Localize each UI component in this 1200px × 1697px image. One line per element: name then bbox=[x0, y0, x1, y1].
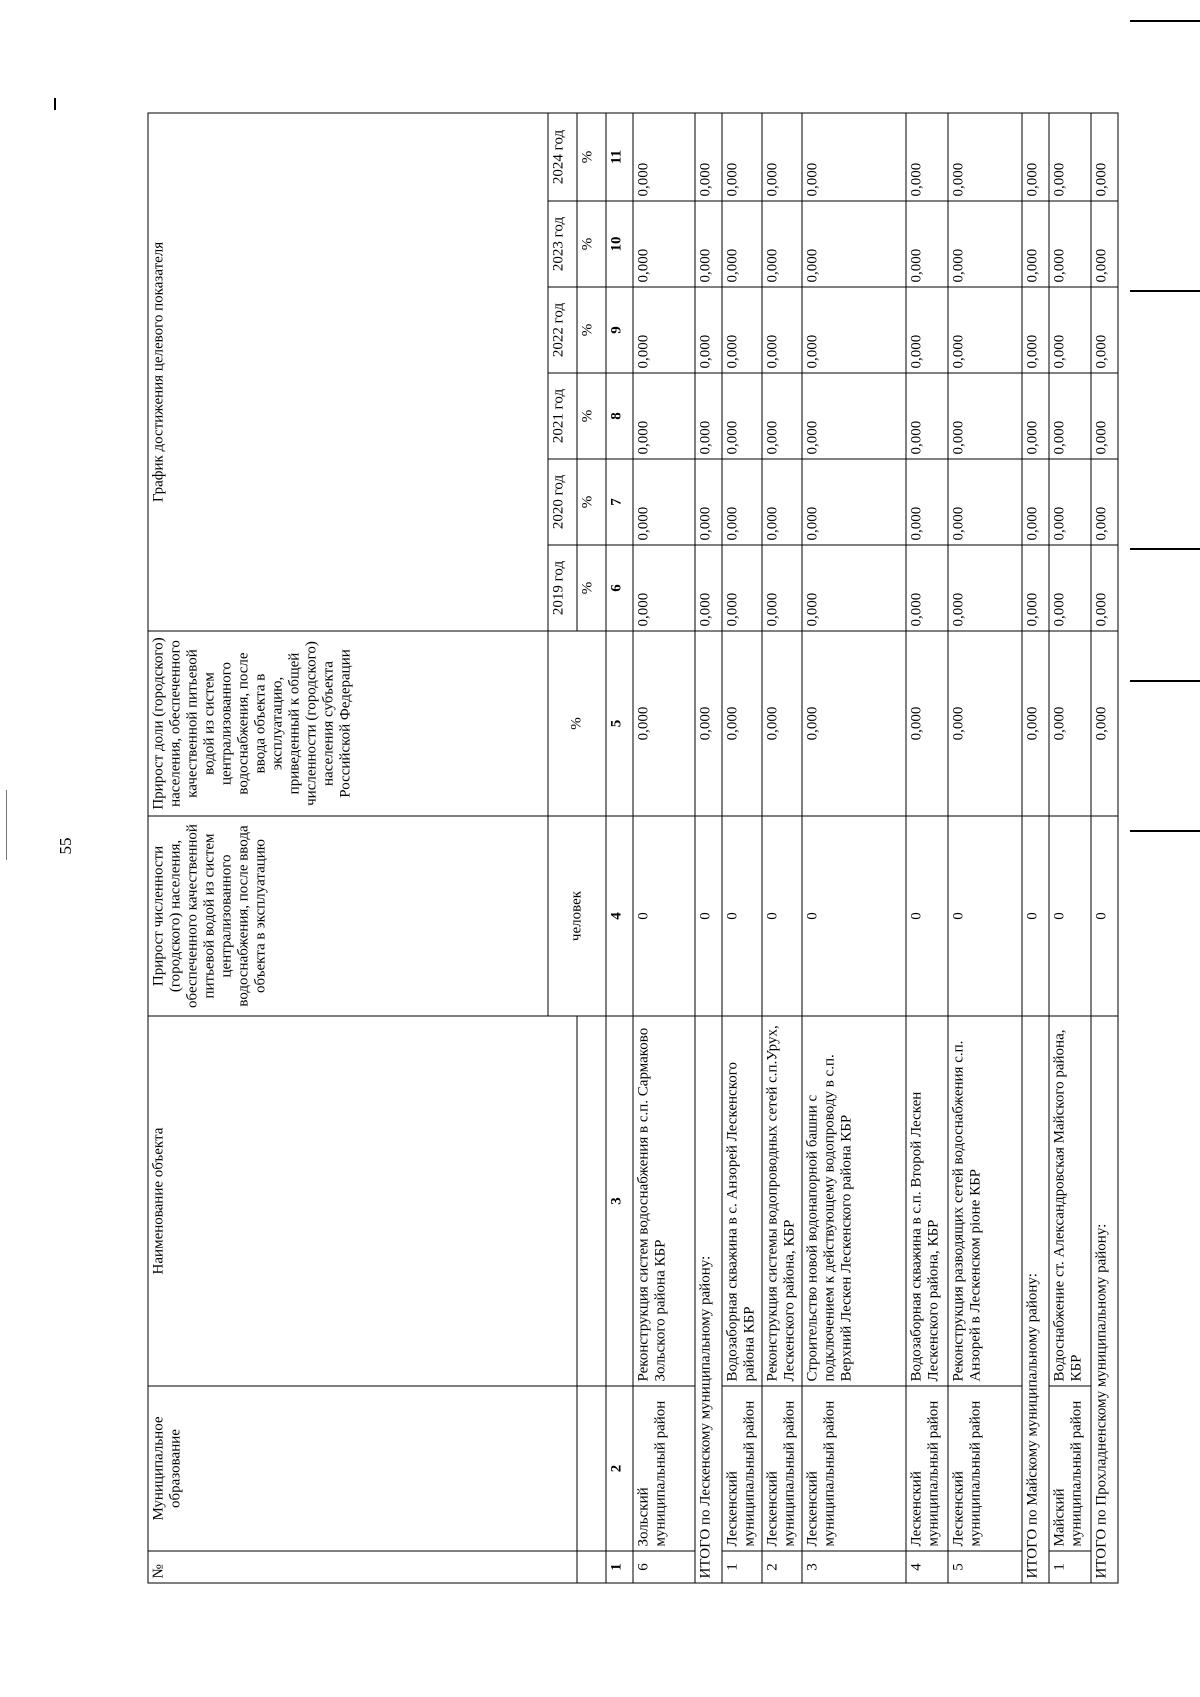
row-2019: 0,000 bbox=[722, 545, 762, 631]
row-municipality: Лескенский муниципальный район bbox=[762, 1386, 802, 1551]
row-object: Водозаборная скважина в с.п. Второй Лескен Лескенского района, КБР bbox=[906, 1016, 948, 1386]
unit-percent-year: % bbox=[577, 201, 606, 287]
total-people: 0 bbox=[1091, 816, 1118, 1016]
row-2021: 0,000 bbox=[1049, 373, 1091, 459]
year-header: 2024 год bbox=[548, 113, 577, 201]
row-object: Строительство новой водонапорной башни с подключением к действующему водопроводу в с.п. Верхний Лескен Лескенского района КБР bbox=[802, 1016, 906, 1386]
total-share: 0,000 bbox=[1022, 631, 1049, 816]
row-share: 0,000 bbox=[762, 631, 802, 816]
header-object: Наименование объекта bbox=[148, 1016, 577, 1386]
column-number: 11 bbox=[606, 113, 633, 201]
column-number: 3 bbox=[606, 1016, 633, 1386]
row-no: 5 bbox=[948, 1551, 1022, 1583]
row-2024: 0,000 bbox=[633, 113, 695, 201]
header-municipality: Муниципальное образование bbox=[148, 1386, 577, 1551]
row-municipality: Лескенский муниципальный район bbox=[906, 1386, 948, 1551]
row-2023: 0,000 bbox=[906, 201, 948, 287]
row-2019: 0,000 bbox=[633, 545, 695, 631]
row-object: Реконструкция системы водопроводных сетей с.п.Урух, Лескенского района, КБР bbox=[762, 1016, 802, 1386]
column-number: 5 bbox=[606, 631, 633, 816]
total-2019: 0,000 bbox=[1091, 545, 1118, 631]
total-label: ИТОГО по Майскому муниципальному району: bbox=[1022, 1016, 1049, 1583]
row-2023: 0,000 bbox=[1049, 201, 1091, 287]
row-2019: 0,000 bbox=[906, 545, 948, 631]
scan-edge-mark bbox=[1130, 20, 1200, 22]
scan-edge-mark bbox=[1130, 548, 1200, 550]
total-2024: 0,000 bbox=[695, 113, 722, 201]
row-share: 0,000 bbox=[948, 631, 1022, 816]
row-share: 0,000 bbox=[633, 631, 695, 816]
total-label: ИТОГО по Прохладненскому муниципальному району: bbox=[1091, 1016, 1118, 1583]
scan-mark bbox=[54, 98, 56, 110]
row-2021: 0,000 bbox=[906, 373, 948, 459]
year-header: 2022 год bbox=[548, 287, 577, 373]
unit-percent: % bbox=[548, 631, 606, 816]
table-row bbox=[802, 113, 906, 1583]
row-2019: 0,000 bbox=[1049, 545, 1091, 631]
total-row bbox=[1091, 113, 1118, 1583]
column-number: 6 bbox=[606, 545, 633, 631]
row-2024: 0,000 bbox=[906, 113, 948, 201]
table-row bbox=[948, 113, 1022, 1583]
header-schedule: График достижения целевого показателя bbox=[148, 113, 548, 631]
row-2021: 0,000 bbox=[948, 373, 1022, 459]
row-people: 0 bbox=[802, 816, 906, 1016]
unit-empty bbox=[577, 1551, 606, 1583]
total-2020: 0,000 bbox=[695, 459, 722, 545]
total-2022: 0,000 bbox=[695, 287, 722, 373]
total-2021: 0,000 bbox=[1091, 373, 1118, 459]
column-number: 10 bbox=[606, 201, 633, 287]
row-2022: 0,000 bbox=[762, 287, 802, 373]
total-2021: 0,000 bbox=[695, 373, 722, 459]
page-number: 55 bbox=[56, 837, 75, 855]
row-no: 6 bbox=[633, 1551, 695, 1583]
row-2023: 0,000 bbox=[722, 201, 762, 287]
year-header: 2019 год bbox=[548, 545, 577, 631]
header-increase-population: Прирост численности (городского) населения, обеспеченного качественной питьевой водой из систем централизованного водоснабжения, после ввода объекта в эксплуатацию bbox=[148, 816, 548, 1016]
unit-empty bbox=[577, 1386, 606, 1551]
rotated-document bbox=[148, 114, 1110, 1584]
table-row bbox=[906, 113, 948, 1583]
target-indicator-table bbox=[148, 112, 1119, 1583]
row-2020: 0,000 bbox=[802, 459, 906, 545]
row-2023: 0,000 bbox=[762, 201, 802, 287]
row-municipality: Зольский муниципальный район bbox=[633, 1386, 695, 1551]
row-2022: 0,000 bbox=[802, 287, 906, 373]
header-increase-share: Прирост доли (городского) населения, обеспеченного качественной питьевой водой из систем централизованного водоснабжения, после ввода объекта в эксплуатацию, приведенный к общей численности (городского) населения субъекта Российской Федерации bbox=[148, 631, 548, 816]
row-2021: 0,000 bbox=[722, 373, 762, 459]
row-2020: 0,000 bbox=[762, 459, 802, 545]
row-no: 4 bbox=[906, 1551, 948, 1583]
row-municipality: Лескенский муниципальный район bbox=[802, 1386, 906, 1551]
row-2022: 0,000 bbox=[1049, 287, 1091, 373]
row-people: 0 bbox=[1049, 816, 1091, 1016]
row-no: 1 bbox=[722, 1551, 762, 1583]
total-2023: 0,000 bbox=[1091, 201, 1118, 287]
unit-percent-year: % bbox=[577, 287, 606, 373]
row-2023: 0,000 bbox=[633, 201, 695, 287]
row-people: 0 bbox=[633, 816, 695, 1016]
unit-people: человек bbox=[548, 816, 606, 1016]
row-municipality: Лескенский муниципальный район bbox=[722, 1386, 762, 1551]
unit-percent-year: % bbox=[577, 113, 606, 201]
row-people: 0 bbox=[762, 816, 802, 1016]
row-2020: 0,000 bbox=[948, 459, 1022, 545]
row-2024: 0,000 bbox=[762, 113, 802, 201]
unit-percent-year: % bbox=[577, 373, 606, 459]
row-municipality: Майский муниципальный район bbox=[1049, 1386, 1091, 1551]
row-people: 0 bbox=[948, 816, 1022, 1016]
unit-percent-year: % bbox=[577, 459, 606, 545]
unit-percent-year: % bbox=[577, 545, 606, 631]
table-row bbox=[633, 113, 695, 1583]
row-2020: 0,000 bbox=[906, 459, 948, 545]
row-2019: 0,000 bbox=[762, 545, 802, 631]
total-people: 0 bbox=[695, 816, 722, 1016]
row-2020: 0,000 bbox=[633, 459, 695, 545]
scan-edge-mark bbox=[1130, 290, 1200, 292]
column-number: 9 bbox=[606, 287, 633, 373]
row-2024: 0,000 bbox=[722, 113, 762, 201]
total-share: 0,000 bbox=[695, 631, 722, 816]
total-2024: 0,000 bbox=[1022, 113, 1049, 201]
row-municipality: Лескенский муниципальный район bbox=[948, 1386, 1022, 1551]
total-2020: 0,000 bbox=[1022, 459, 1049, 545]
column-number: 4 bbox=[606, 816, 633, 1016]
row-2022: 0,000 bbox=[722, 287, 762, 373]
row-2024: 0,000 bbox=[1049, 113, 1091, 201]
column-number: 1 bbox=[606, 1551, 633, 1583]
year-header: 2020 год bbox=[548, 459, 577, 545]
row-object: Реконструкция разводящих сетей водоснабжения с.п. Анзорей в Лескенском ріоне КБР bbox=[948, 1016, 1022, 1386]
row-share: 0,000 bbox=[802, 631, 906, 816]
table-row bbox=[1049, 113, 1091, 1583]
total-people: 0 bbox=[1022, 816, 1049, 1016]
column-number: 8 bbox=[606, 373, 633, 459]
total-label: ИТОГО по Лескенскому муниципальному району: bbox=[695, 1016, 722, 1583]
row-2021: 0,000 bbox=[762, 373, 802, 459]
total-2022: 0,000 bbox=[1091, 287, 1118, 373]
row-2022: 0,000 bbox=[948, 287, 1022, 373]
row-2019: 0,000 bbox=[802, 545, 906, 631]
unit-empty bbox=[577, 1016, 606, 1386]
row-2019: 0,000 bbox=[948, 545, 1022, 631]
scan-edge-mark bbox=[1130, 680, 1200, 682]
row-2021: 0,000 bbox=[802, 373, 906, 459]
row-no: 2 bbox=[762, 1551, 802, 1583]
row-no: 1 bbox=[1049, 1551, 1091, 1583]
row-2024: 0,000 bbox=[802, 113, 906, 201]
row-people: 0 bbox=[906, 816, 948, 1016]
row-2024: 0,000 bbox=[948, 113, 1022, 201]
total-row bbox=[1022, 113, 1049, 1583]
row-2023: 0,000 bbox=[948, 201, 1022, 287]
row-2020: 0,000 bbox=[722, 459, 762, 545]
total-2019: 0,000 bbox=[1022, 545, 1049, 631]
total-2021: 0,000 bbox=[1022, 373, 1049, 459]
total-2024: 0,000 bbox=[1091, 113, 1118, 201]
table-row bbox=[762, 113, 802, 1583]
total-row bbox=[695, 113, 722, 1583]
scan-edge-mark bbox=[1130, 830, 1200, 832]
total-2022: 0,000 bbox=[1022, 287, 1049, 373]
row-people: 0 bbox=[722, 816, 762, 1016]
table-row bbox=[722, 113, 762, 1583]
scan-mark bbox=[6, 790, 7, 860]
row-share: 0,000 bbox=[722, 631, 762, 816]
row-2021: 0,000 bbox=[633, 373, 695, 459]
column-number: 2 bbox=[606, 1386, 633, 1551]
row-2023: 0,000 bbox=[802, 201, 906, 287]
year-header: 2023 год bbox=[548, 201, 577, 287]
row-no: 3 bbox=[802, 1551, 906, 1583]
column-number: 7 bbox=[606, 459, 633, 545]
row-share: 0,000 bbox=[1049, 631, 1091, 816]
total-2019: 0,000 bbox=[695, 545, 722, 631]
row-2022: 0,000 bbox=[633, 287, 695, 373]
row-object: Водозаборная скважина в с. Анзорей Лескенского района КБР bbox=[722, 1016, 762, 1386]
total-share: 0,000 bbox=[1091, 631, 1118, 816]
header-no: № bbox=[148, 1551, 577, 1583]
year-header: 2021 год bbox=[548, 373, 577, 459]
row-object: Реконструкция систем водоснабжения в с.п. Сармаково Зольского района КБР bbox=[633, 1016, 695, 1386]
total-2023: 0,000 bbox=[695, 201, 722, 287]
row-share: 0,000 bbox=[906, 631, 948, 816]
total-2020: 0,000 bbox=[1091, 459, 1118, 545]
total-2023: 0,000 bbox=[1022, 201, 1049, 287]
row-2020: 0,000 bbox=[1049, 459, 1091, 545]
row-2022: 0,000 bbox=[906, 287, 948, 373]
row-object: Водоснабжение ст. Александровская Майского района, КБР bbox=[1049, 1016, 1091, 1386]
